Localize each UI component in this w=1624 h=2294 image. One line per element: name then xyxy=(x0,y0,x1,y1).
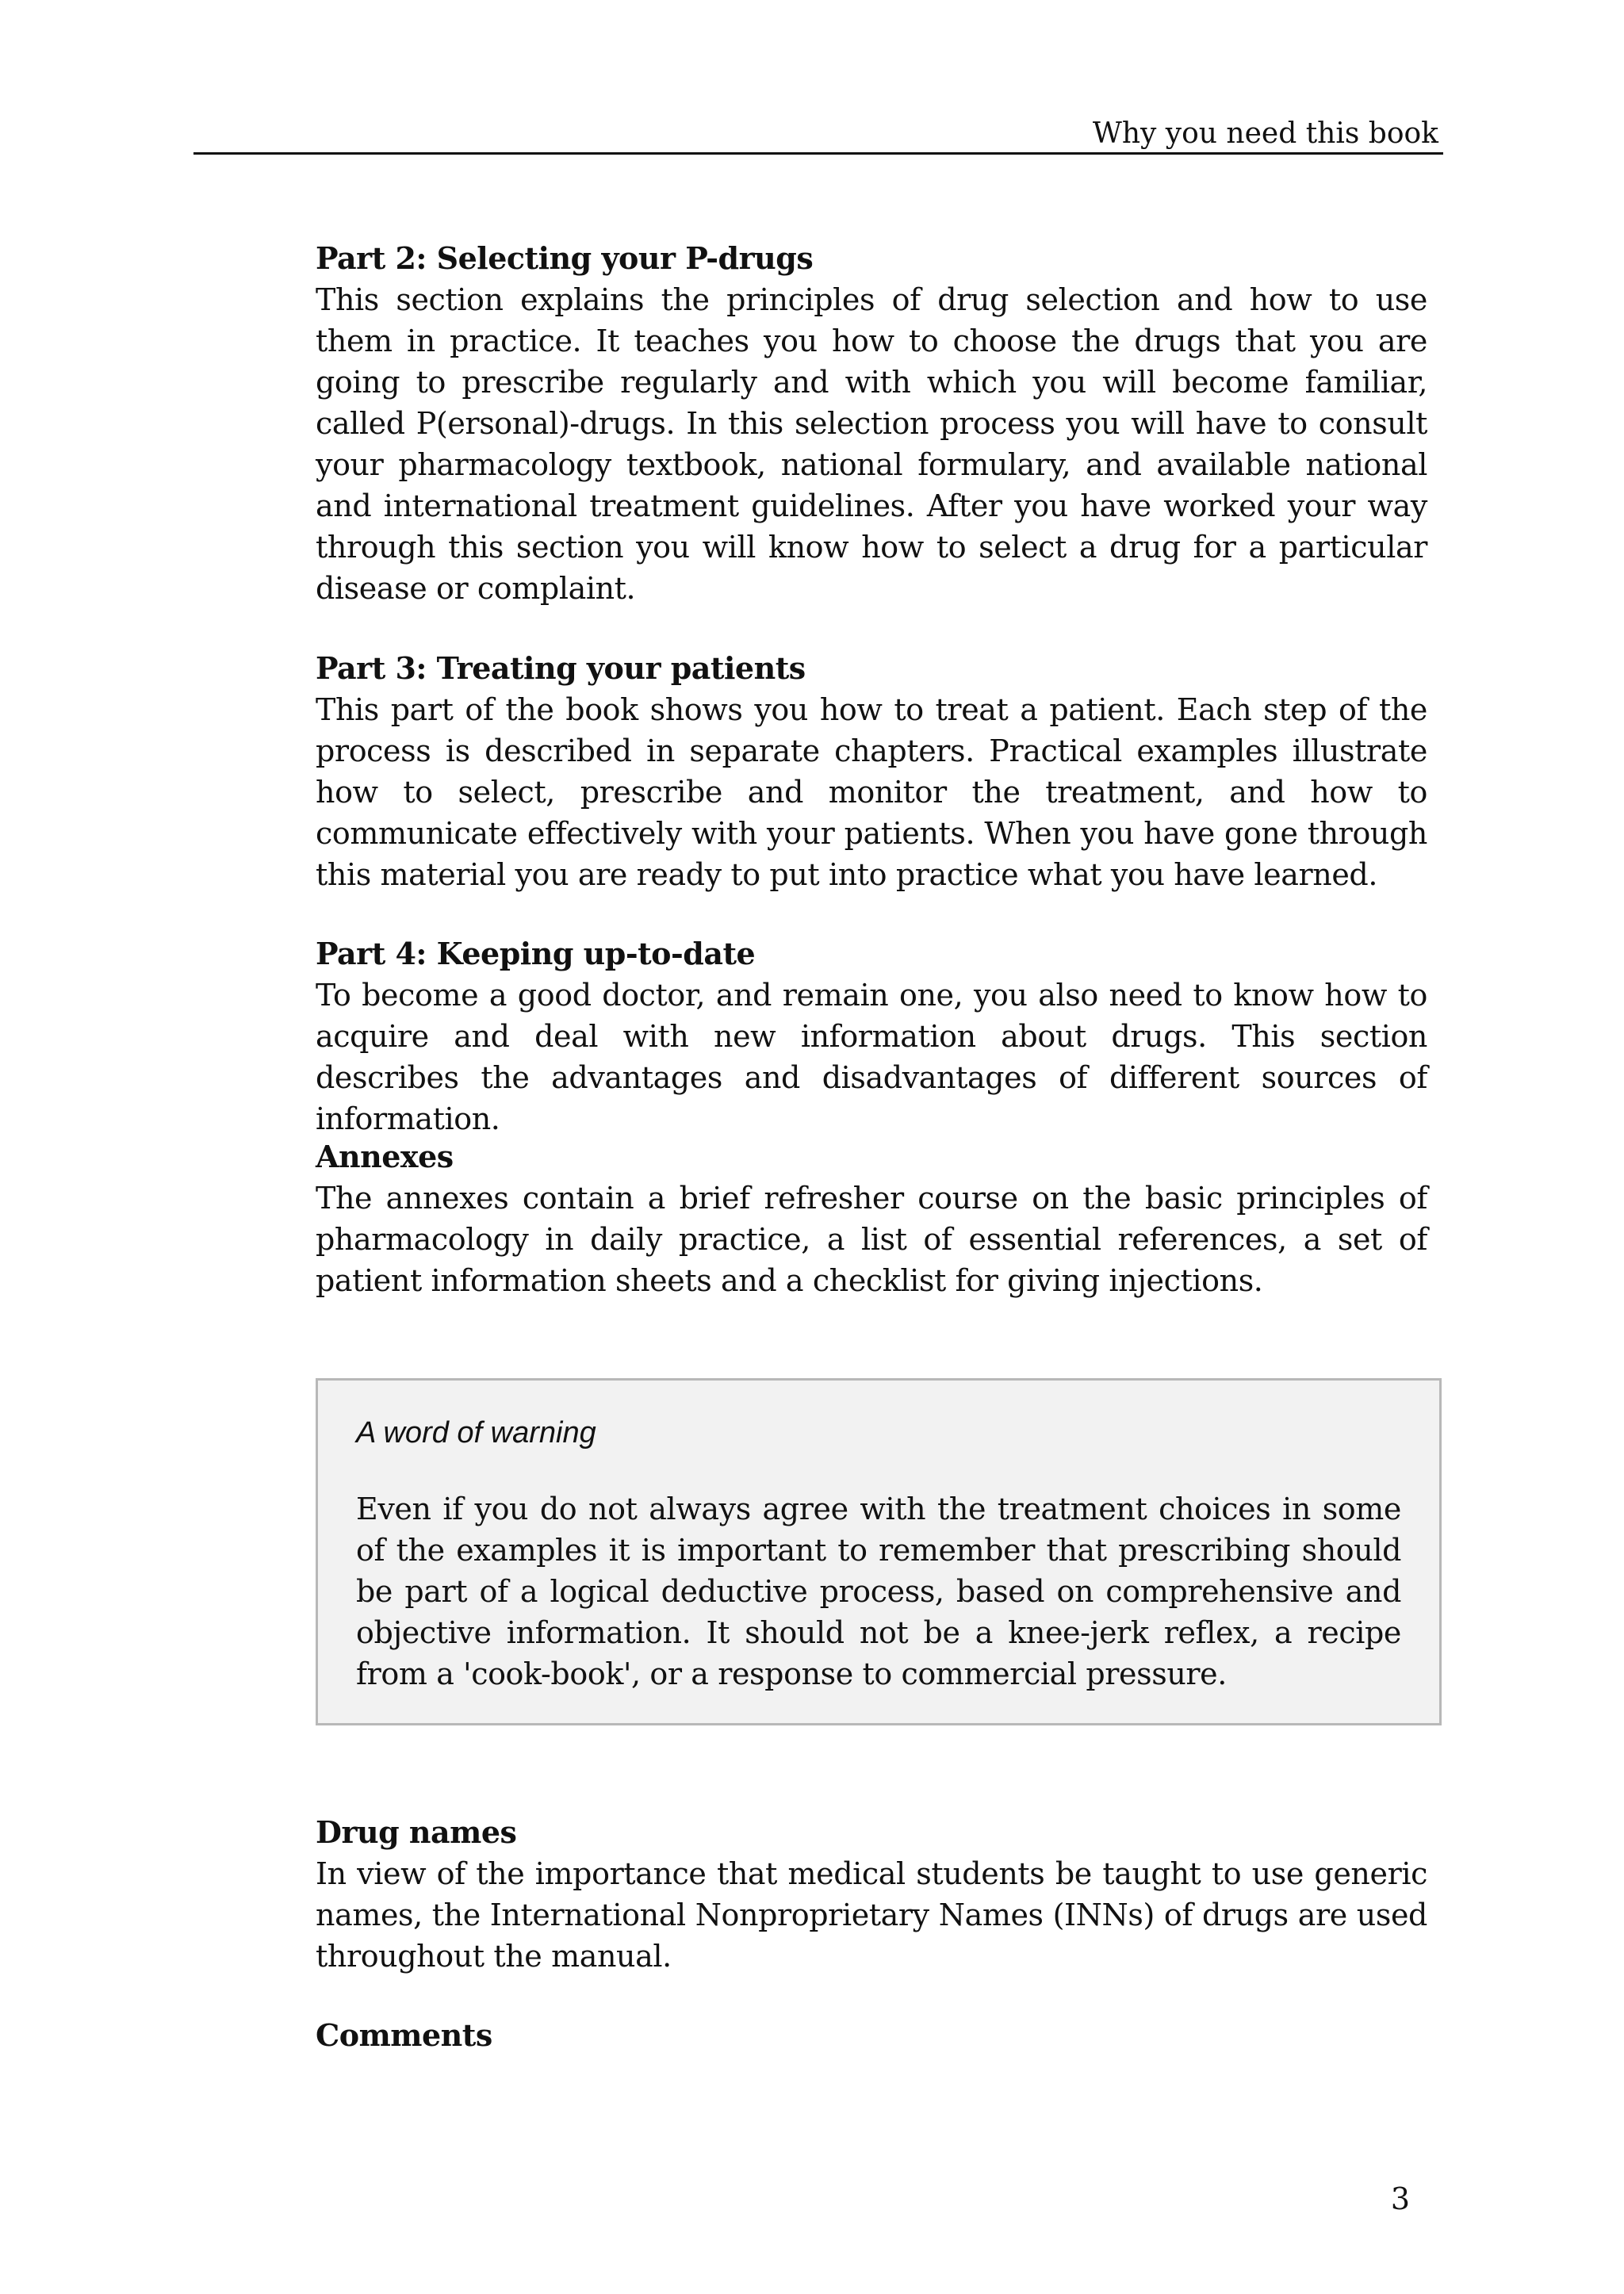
header-rule xyxy=(193,152,1443,155)
section-body: To become a good doctor, and remain one, you also need to know how to acquire and deal with new information about drugs. This section describes the advantages and disadvantages of different sources of information. xyxy=(316,978,1427,1136)
warning-body: Even if you do not always agree with the treatment choices in some of the examples it is important to remember that prescribing should be part of a logical deductive process, based on comprehensive and objective information. It should not be a knee-jerk reflex, a recipe from a 'cook-book', or a response to commercial pressure. xyxy=(356,1492,1401,1691)
section-heading: Drug names xyxy=(316,1814,517,1850)
section-heading: Annexes xyxy=(316,1139,454,1174)
section-annexes xyxy=(316,1136,1427,1301)
page-number: 3 xyxy=(1390,2181,1410,2216)
section-heading: Part 4: Keeping up-to-date xyxy=(316,936,756,971)
section-body: This section explains the principles of drug selection and how to use them in practice. It teaches you how to choose the drugs that you are going to prescribe regularly and with which you will become familiar, called P(ersonal)-drugs. In this selection process you will have to consult your pharmacology textbook, national formulary, and available national and international treatment guidelines. After you have worked your way through this section you will know how to select a drug for a particular disease or complaint. xyxy=(316,282,1427,606)
section-body: This part of the book shows you how to treat a patient. Each step of the process is described in separate chapters. Practical examples illustrate how to select, prescribe and monitor the treatment, and how to communicate effectively with your patients. When you have gone through this material you are ready to put into practice what you have learned. xyxy=(316,692,1427,892)
section-selecting-p-drugs xyxy=(316,238,1427,609)
warning-box xyxy=(316,1378,1442,1725)
section-heading: Part 2: Selecting your P-drugs xyxy=(316,240,814,276)
warning-title: A word of warning xyxy=(356,1416,596,1450)
section-body: The annexes contain a brief refresher course on the basic principles of pharmacology in daily practice, a list of essential references, a set of patient information sheets and a checklist for giving injections. xyxy=(316,1181,1427,1298)
section-comments xyxy=(316,2015,1427,2056)
section-heading: Part 3: Treating your patients xyxy=(316,650,806,686)
section-heading: Comments xyxy=(316,2017,492,2053)
section-drug-names xyxy=(316,1812,1427,1977)
running-header: Why you need this book xyxy=(1092,117,1438,150)
section-body: In view of the importance that medical students be taught to use generic names, the International Nonproprietary Names (INNs) of drugs are used throughout the manual. xyxy=(316,1856,1427,1974)
section-treating-patients xyxy=(316,648,1427,895)
section-keeping-up-to-date xyxy=(316,933,1427,1139)
